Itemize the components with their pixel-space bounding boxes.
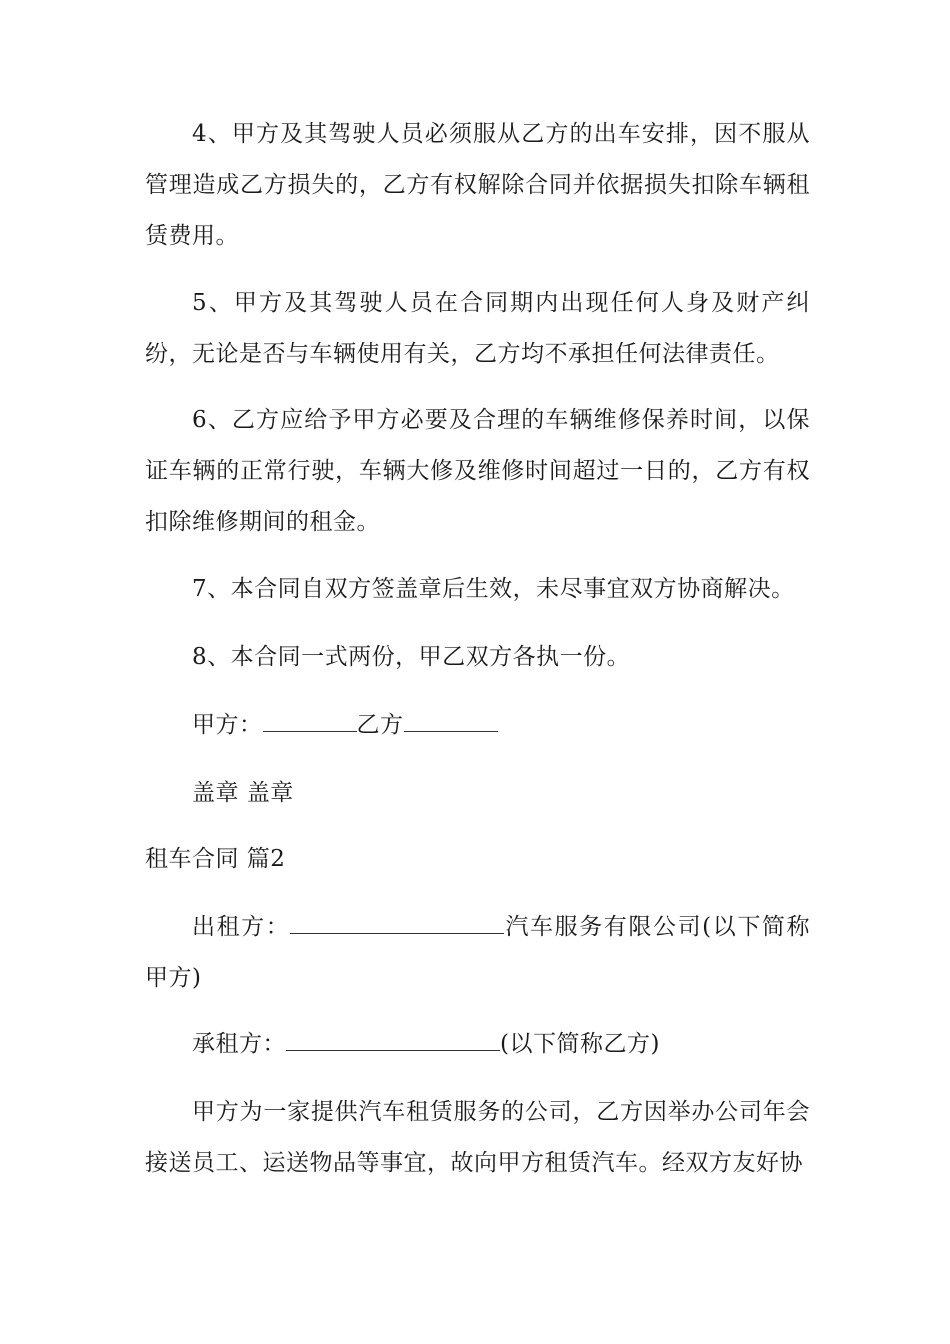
clause-7: 7、本合同自双方签盖章后生效，未尽事宜双方协商解决。 [192, 576, 795, 602]
lessee-suffix: (以下简称乙方) [500, 1031, 660, 1057]
party-a-label: 甲方： [192, 712, 263, 738]
lessee-label: 承租方： [192, 1031, 286, 1057]
clause-6: 6、乙方应给予甲方必要及合理的车辆维修保养时间，以保证车辆的正常行驶，车辆大修及维修时间超过一日的，乙方有权扣除维修期间的租金。 [145, 407, 810, 535]
clause-8: 8、本合同一式两份，甲乙双方各执一份。 [192, 644, 631, 670]
lessee-blank [286, 1029, 500, 1051]
seal-line: 盖章 盖章 [192, 780, 294, 806]
party-b-label: 乙方 [356, 712, 404, 738]
signature-line [145, 700, 810, 751]
lessor-suffix: 汽车服务有限公司(以下简称甲方) [145, 914, 810, 991]
lessor-label: 出租方： [192, 914, 291, 940]
lessor-line [145, 902, 810, 1004]
clause-4: 4、甲方及其驾驶人员必须服从乙方的出车安排，因不服从管理造成乙方损失的，乙方有权解除合同并依据损失扣除车辆租赁费用。 [145, 121, 810, 249]
lessee-line [145, 1019, 810, 1070]
section-heading: 租车合同 篇2 [145, 846, 286, 872]
lessor-blank [290, 912, 504, 934]
intro-paragraph: 甲方为一家提供汽车租赁服务的公司，乙方因举办公司年会接送员工、运送物品等事宜，故向甲方租赁汽车。经双方友好协 [145, 1099, 810, 1176]
party-b-blank [404, 710, 498, 732]
party-a-blank [263, 710, 357, 732]
clause-5: 5、甲方及其驾驶人员在合同期内出现任何人身及财产纠纷，无论是否与车辆使用有关，乙方均不承担任何法律责任。 [145, 290, 810, 367]
